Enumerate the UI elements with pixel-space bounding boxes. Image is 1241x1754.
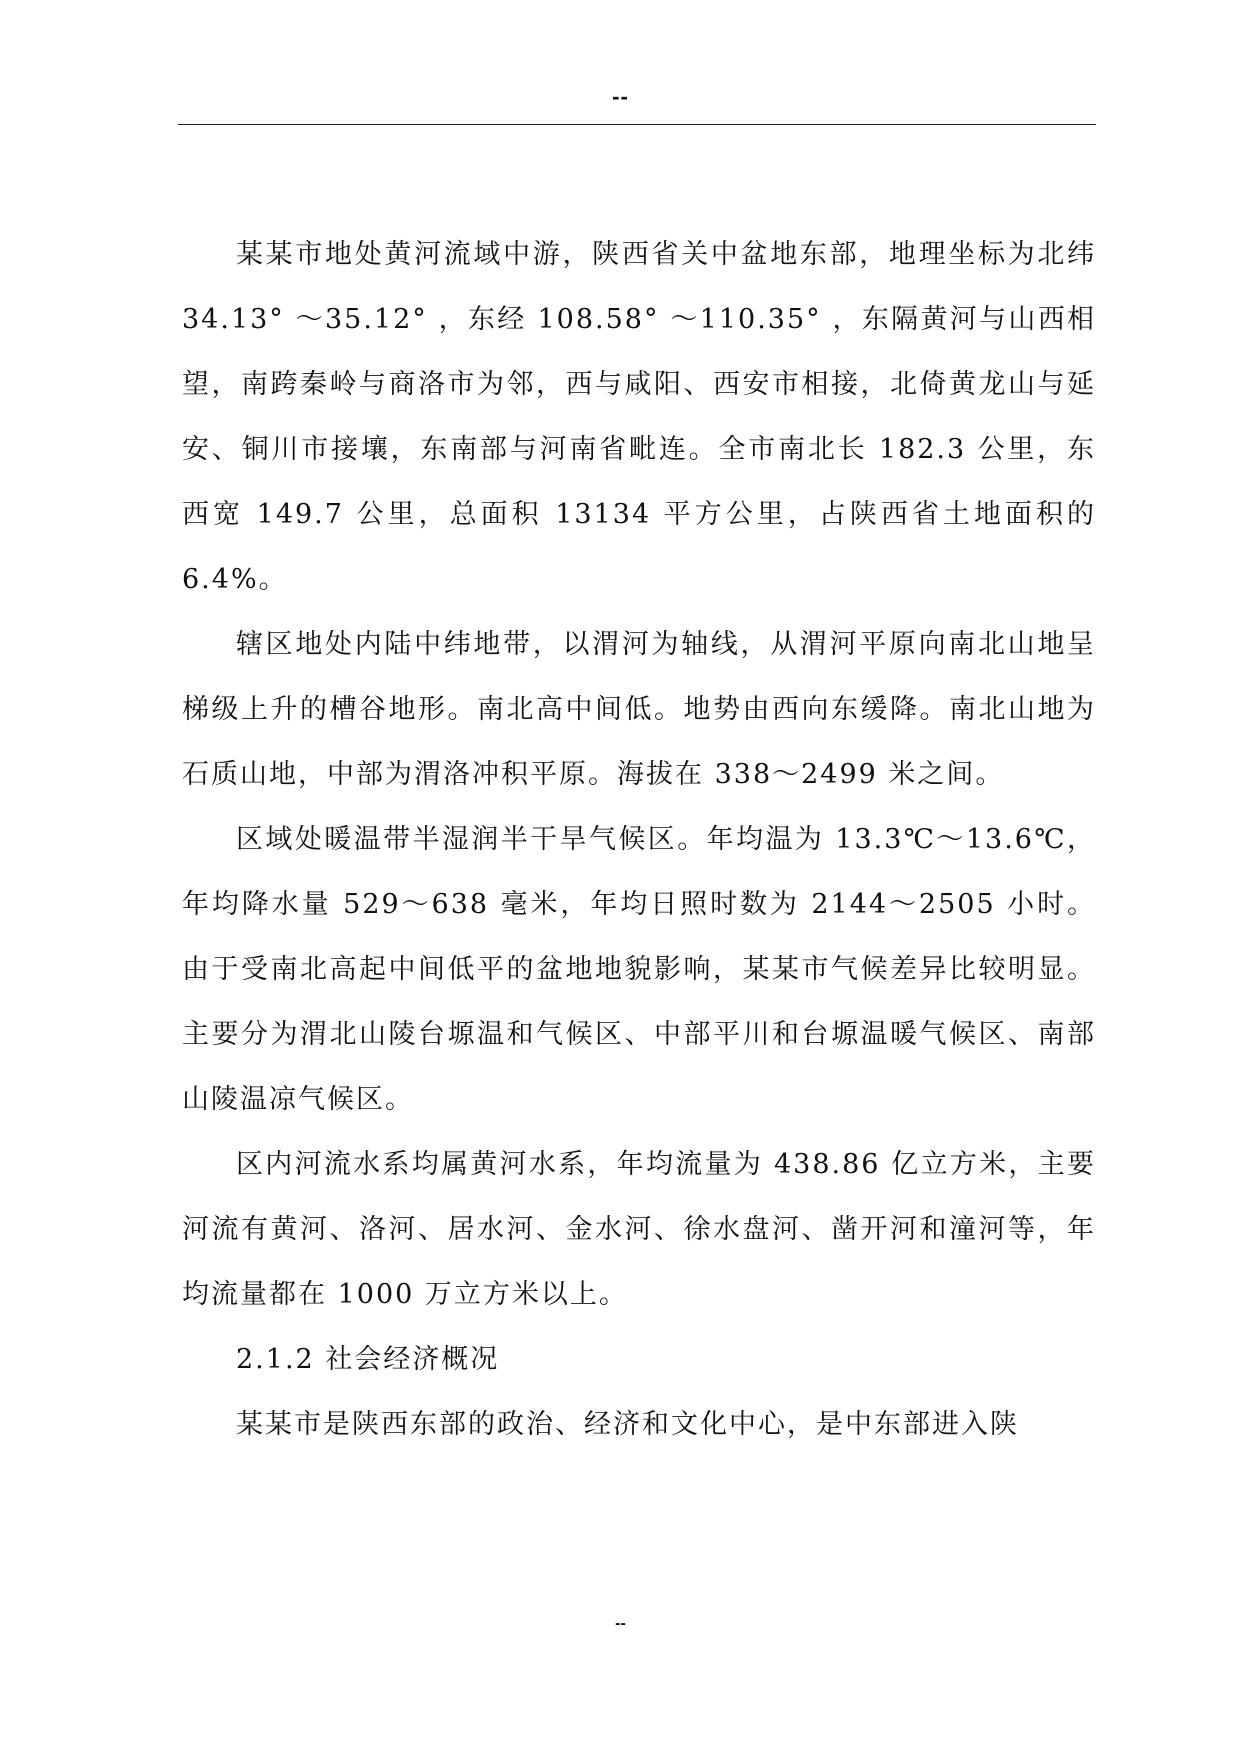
- section-heading: 2.1.2 社会经济概况: [236, 1344, 500, 1375]
- paragraph-economy: 某某市是陕西东部的政治、经济和文化中心，是中东部进入陕: [236, 1409, 1019, 1440]
- paragraph-location: 某某市地处黄河流域中游，陕西省关中盆地东部，地理坐标为北纬 34.13° ～35.12° ，东经 108.58° ～110.35° ，东隔黄河与山西相望，南跨秦岭与商洛市为邻，西与咸阳、西安市相接，北倚黄龙山与延安、铜川市接壤，东南部与河南省毗连。全市南北长 182.3 公里，东西宽 149.7 公里，总面积 13134 平方公里，占陕西省土地面积的 6.4%。: [182, 239, 1096, 595]
- paragraph-rivers: 区内河流水系均属黄河水系，年均流量为 438.86 亿立方米，主要河流有黄河、洛河、居水河、金水河、徐水盘河、凿开河和潼河等，年均流量都在 1000 万立方米以上。: [182, 1149, 1096, 1310]
- document-body: [182, 222, 1096, 1457]
- page-footer-mark: --: [615, 1615, 626, 1632]
- paragraph-climate: 区域处暖温带半湿润半干旱气候区。年均温为 13.3℃～13.6℃，年均降水量 529～638 毫米，年均日照时数为 2144～2505 小时。由于受南北高起中间低平的盆地地貌影响，某某市气候差异比较明显。主要分为渭北山陵台塬温和气候区、中部平川和台塬温暖气候区、南部山陵温凉气候区。: [182, 824, 1096, 1115]
- header-divider: [178, 124, 1096, 125]
- page-header-mark: --: [612, 84, 629, 109]
- paragraph-terrain: 辖区地处内陆中纬地带，以渭河为轴线，从渭河平原向南北山地呈梯级上升的槽谷地形。南北高中间低。地势由西向东缓降。南北山地为石质山地，中部为渭洛冲积平原。海拔在 338～2499 米之间。: [182, 629, 1096, 790]
